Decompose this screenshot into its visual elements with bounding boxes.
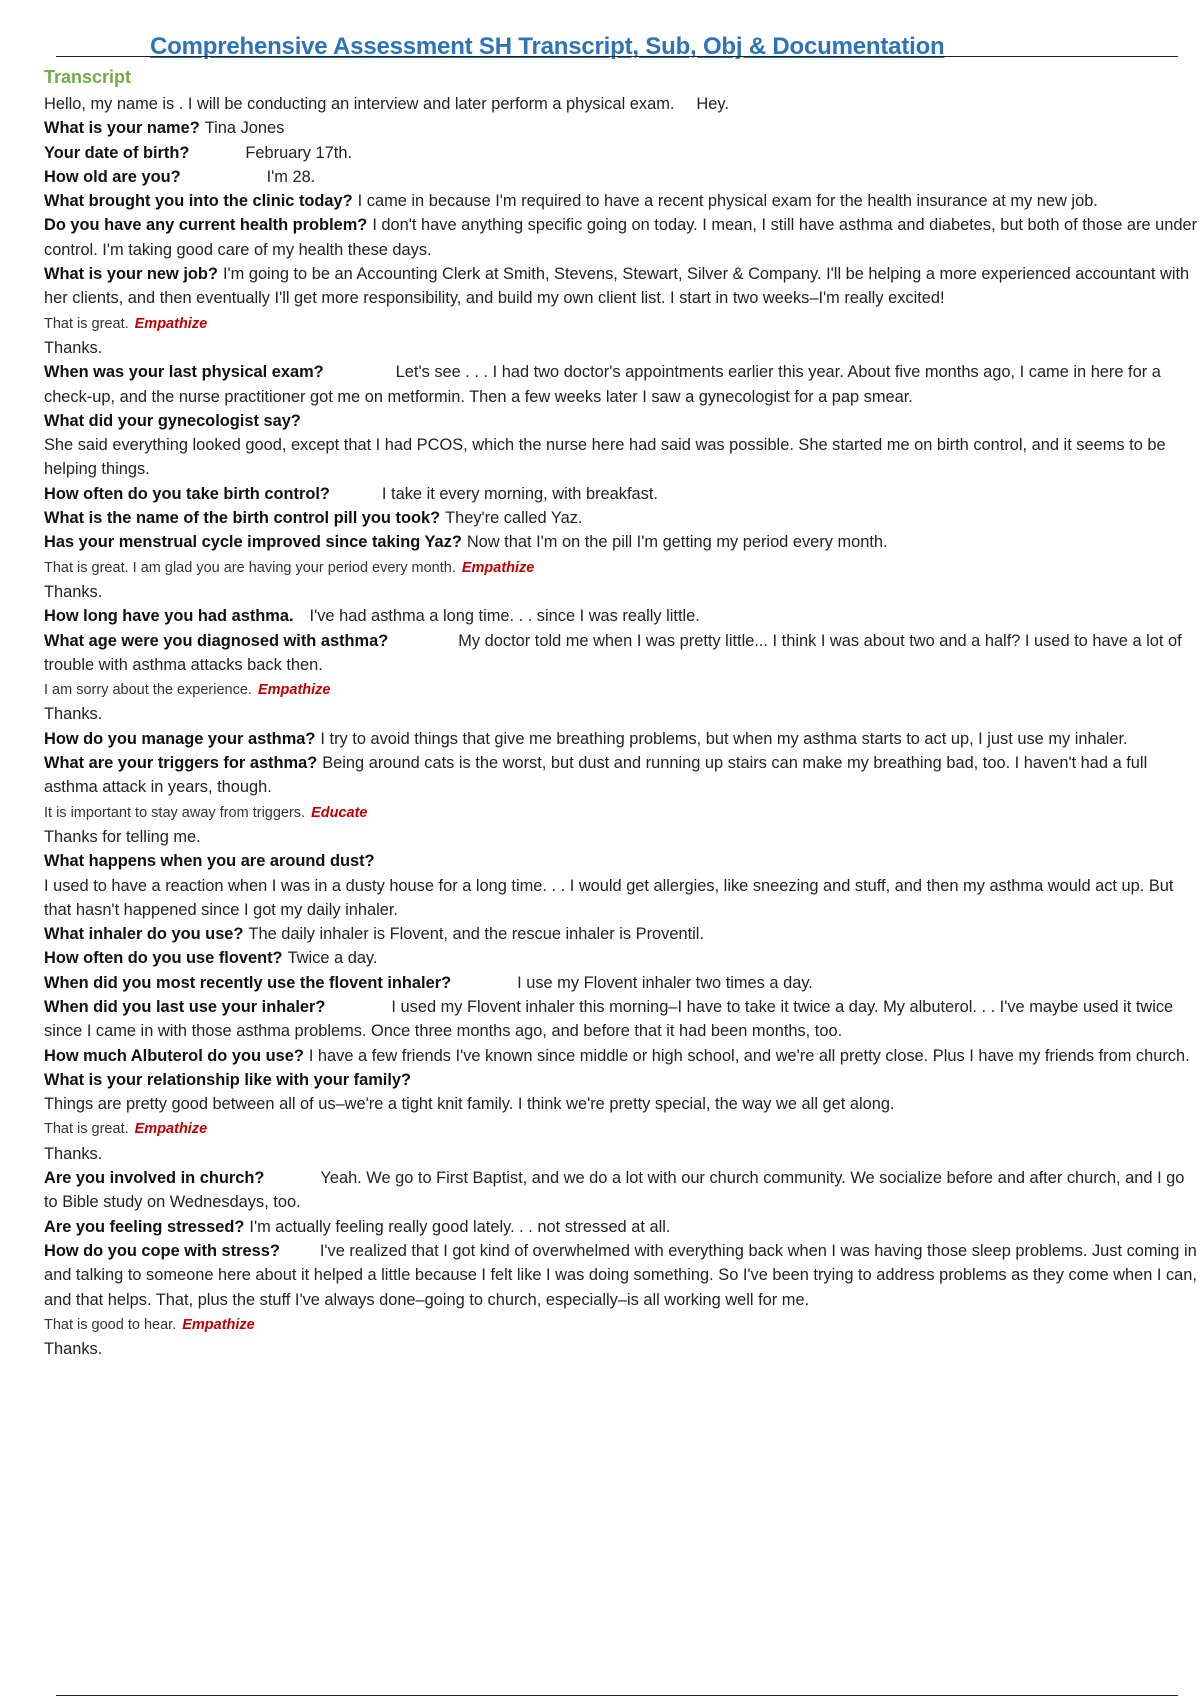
interviewer-note — [44, 555, 1198, 580]
dialogue-line — [44, 849, 1198, 873]
dialogue-line — [44, 262, 1198, 311]
plain-line — [44, 702, 1198, 726]
plain-line — [44, 580, 1198, 604]
plain-text: Thanks. — [44, 1144, 103, 1163]
interviewer-note — [44, 677, 1198, 702]
dialogue-line — [44, 1215, 1198, 1239]
answer-text: I used my Flovent inhaler this morning–I have to take it twice a day. My albuterol. . . I've maybe used it twice since I came in with those asthma problems. Once three months ago, and before that it had been months, too. — [44, 997, 1174, 1041]
intro-reply: Hey. — [696, 95, 729, 113]
dialogue-line — [44, 629, 1198, 678]
dialogue-line — [44, 922, 1198, 946]
plain-text: Thanks. — [44, 338, 103, 357]
intro-line — [44, 92, 1198, 116]
dialogue-line — [44, 604, 1198, 628]
dialogue-line — [44, 1239, 1198, 1312]
answer-text: February 17th. — [245, 143, 352, 162]
question-text: How much Albuterol do you use? — [44, 1046, 304, 1065]
answer-text: I have a few friends I've known since middle or high school, and we're all pretty close. Plus I have my friends from church. — [308, 1046, 1190, 1065]
section-heading: Transcript — [44, 67, 132, 87]
answer-text: They're called Yaz. — [445, 509, 583, 528]
dialogue-line — [44, 189, 1198, 213]
plain-text: I used to have a reaction when I was in a dusty house for a long time. . . I would get allergies, like sneezing and stuff, and then my asthma would act up. But that hasn't happened since I got my daily inhaler. — [44, 876, 1174, 919]
answer-text: Now that I'm on the pill I'm getting my period every month. — [466, 533, 888, 552]
note-text: That is great. — [44, 1121, 129, 1138]
plain-line — [44, 433, 1198, 482]
answer-text: I use my Flovent inhaler two times a day. — [517, 973, 813, 992]
plain-line — [44, 1142, 1198, 1166]
answer-text: I don't have anything specific going on today. I mean, I still have asthma and diabetes, but both of those are under control. I'm taking good care of my health these days. — [44, 216, 1198, 259]
plain-text: Things are pretty good between all of us–we're a tight knit family. I think we're pretty special, the way we all get along. — [44, 1095, 895, 1114]
question-text: What is the name of the birth control pill you took? — [44, 509, 441, 528]
dialogue-line — [44, 360, 1198, 409]
header-rule — [56, 56, 1178, 57]
question-text: How old are you? — [44, 167, 181, 186]
note-text: That is great. — [44, 315, 129, 332]
answer-text: Tina Jones — [204, 119, 285, 138]
answer-text: I've had asthma a long time. . . since I was really little. — [309, 607, 700, 626]
dialogue-line — [44, 727, 1198, 751]
question-text: When was your last physical exam? — [44, 363, 324, 382]
question-text: What is your new job? — [44, 265, 218, 284]
answer-text: I'm going to be an Accounting Clerk at Smith, Stevens, Stewart, Silver & Company. I'll be helping a more experienced accountant with her clients, and then eventually I'll get more responsibility, and build my own client list. I start in two weeks–I'm really excited! — [44, 265, 1190, 308]
answer-text: I've realized that I got kind of overwhelmed with everything back when I was having those sleep problems. Just coming in and talking to someone here about it helped a little because I felt like I was doing something. So I've been trying to address problems as they come when I can, and that helps. That, plus the stuff I've always done–going to church, especially–is all working well for me. — [44, 1241, 1197, 1309]
plain-text: Thanks. — [44, 1340, 103, 1359]
question-text: How often do you take birth control? — [44, 484, 330, 503]
question-text: How often do you use flovent? — [44, 949, 283, 968]
document-title: Comprehensive Assessment SH Transcript, Sub, Obj & Documentation — [150, 33, 945, 60]
question-text: What happens when you are around dust? — [44, 852, 375, 871]
question-text: What did your gynecologist say? — [44, 411, 301, 430]
dialogue-line — [44, 409, 1198, 433]
answer-text: I came in because I'm required to have a recent physical exam for the health insurance at my new job. — [357, 192, 1098, 211]
plain-line — [44, 336, 1198, 360]
plain-text: Thanks. — [44, 582, 103, 601]
transcript-body — [44, 92, 1198, 1361]
question-text: Do you have any current health problem? — [44, 216, 368, 235]
note-tag: Empathize — [257, 682, 331, 699]
dialogue-line — [44, 165, 1198, 189]
question-text: What are your triggers for asthma? — [44, 754, 318, 773]
plain-line — [44, 874, 1198, 923]
dialogue-line — [44, 506, 1198, 530]
note-tag: Empathize — [134, 1121, 208, 1138]
question-text: Has your menstrual cycle improved since taking Yaz? — [44, 533, 462, 552]
answer-text: I'm 28. — [266, 167, 316, 186]
intro-text: Hello, my name is . I will be conducting an interview and later perform a physical exam. — [44, 95, 675, 113]
note-tag: Empathize — [461, 559, 535, 576]
question-text: What brought you into the clinic today? — [44, 192, 353, 211]
dialogue-line — [44, 1166, 1198, 1215]
plain-text: Thanks for telling me. — [44, 827, 201, 846]
answer-text: I try to avoid things that give me breathing problems, but when my asthma starts to act up, I just use my inhaler. — [320, 729, 1128, 748]
question-text: When did you most recently use the flovent inhaler? — [44, 973, 452, 992]
answer-text: My doctor told me when I was pretty little... I think I was about two and a half? I used to have a lot of trouble with asthma attacks back then. — [44, 631, 1182, 674]
dialogue-line — [44, 141, 1198, 165]
answer-text: I take it every morning, with breakfast. — [381, 484, 658, 503]
question-text: How long have you had asthma. — [44, 607, 294, 626]
question-text: Are you feeling stressed? — [44, 1217, 245, 1236]
note-tag: Empathize — [182, 1316, 255, 1333]
question-text: Are you involved in church? — [44, 1169, 265, 1188]
dialogue-line — [44, 971, 1198, 995]
answer-text: The daily inhaler is Flovent, and the rescue inhaler is Proventil. — [248, 925, 704, 944]
footer-rule — [56, 1695, 1178, 1696]
plain-line — [44, 1092, 1198, 1116]
dialogue-line — [44, 213, 1198, 262]
plain-line — [44, 825, 1198, 849]
plain-line — [44, 1337, 1198, 1361]
interviewer-note — [44, 1312, 1198, 1337]
plain-text: She said everything looked good, except that I had PCOS, which the nurse here had said was possible. She started me on birth control, and it seems to be helping things. — [44, 436, 1166, 479]
interviewer-note — [44, 800, 1198, 825]
answer-text: I'm actually feeling really good lately. . . not stressed at all. — [249, 1217, 671, 1236]
answer-text: Being around cats is the worst, but dust and running up stairs can make my breathing bad, too. I haven't had a full asthma attack in years, though. — [44, 754, 1148, 797]
note-tag: Educate — [311, 804, 368, 821]
note-tag: Empathize — [134, 315, 208, 332]
answer-text: Twice a day. — [287, 949, 378, 968]
dialogue-line — [44, 116, 1198, 140]
answer-text: Yeah. We go to First Baptist, and we do a lot with our church community. We socialize before and after church, and I go to Bible study on Wednesdays, too. — [44, 1169, 1185, 1212]
question-text: What is your relationship like with your family? — [44, 1070, 412, 1089]
question-text: How do you manage your asthma? — [44, 729, 316, 748]
dialogue-line — [44, 995, 1198, 1044]
question-text: What age were you diagnosed with asthma? — [44, 631, 389, 650]
question-text: What inhaler do you use? — [44, 925, 244, 944]
dialogue-line — [44, 1044, 1198, 1068]
plain-text: Thanks. — [44, 705, 103, 724]
note-text: That is great. I am glad you are having your period every month. — [44, 559, 456, 576]
note-text: It is important to stay away from triggers. — [44, 804, 306, 821]
interviewer-note — [44, 1116, 1198, 1141]
question-text: When did you last use your inhaler? — [44, 997, 326, 1016]
question-text: What is your name? — [44, 119, 200, 138]
dialogue-list — [44, 116, 1198, 1361]
question-text: How do you cope with stress? — [44, 1241, 280, 1260]
note-text: That is good to hear. — [44, 1316, 177, 1333]
answer-text: Let's see . . . I had two doctor's appointments earlier this year. About five months ago, I came in here for a check-up, and the nurse practitioner got me on metformin. Then a few weeks later I saw a gynecologist for a pap smear. — [44, 363, 1161, 406]
dialogue-line — [44, 530, 1198, 554]
note-text: I am sorry about the experience. — [44, 682, 252, 699]
interviewer-note — [44, 311, 1198, 336]
question-text: Your date of birth? — [44, 143, 190, 162]
dialogue-line — [44, 751, 1198, 800]
dialogue-line — [44, 1068, 1198, 1092]
dialogue-line — [44, 946, 1198, 970]
dialogue-line — [44, 482, 1198, 506]
